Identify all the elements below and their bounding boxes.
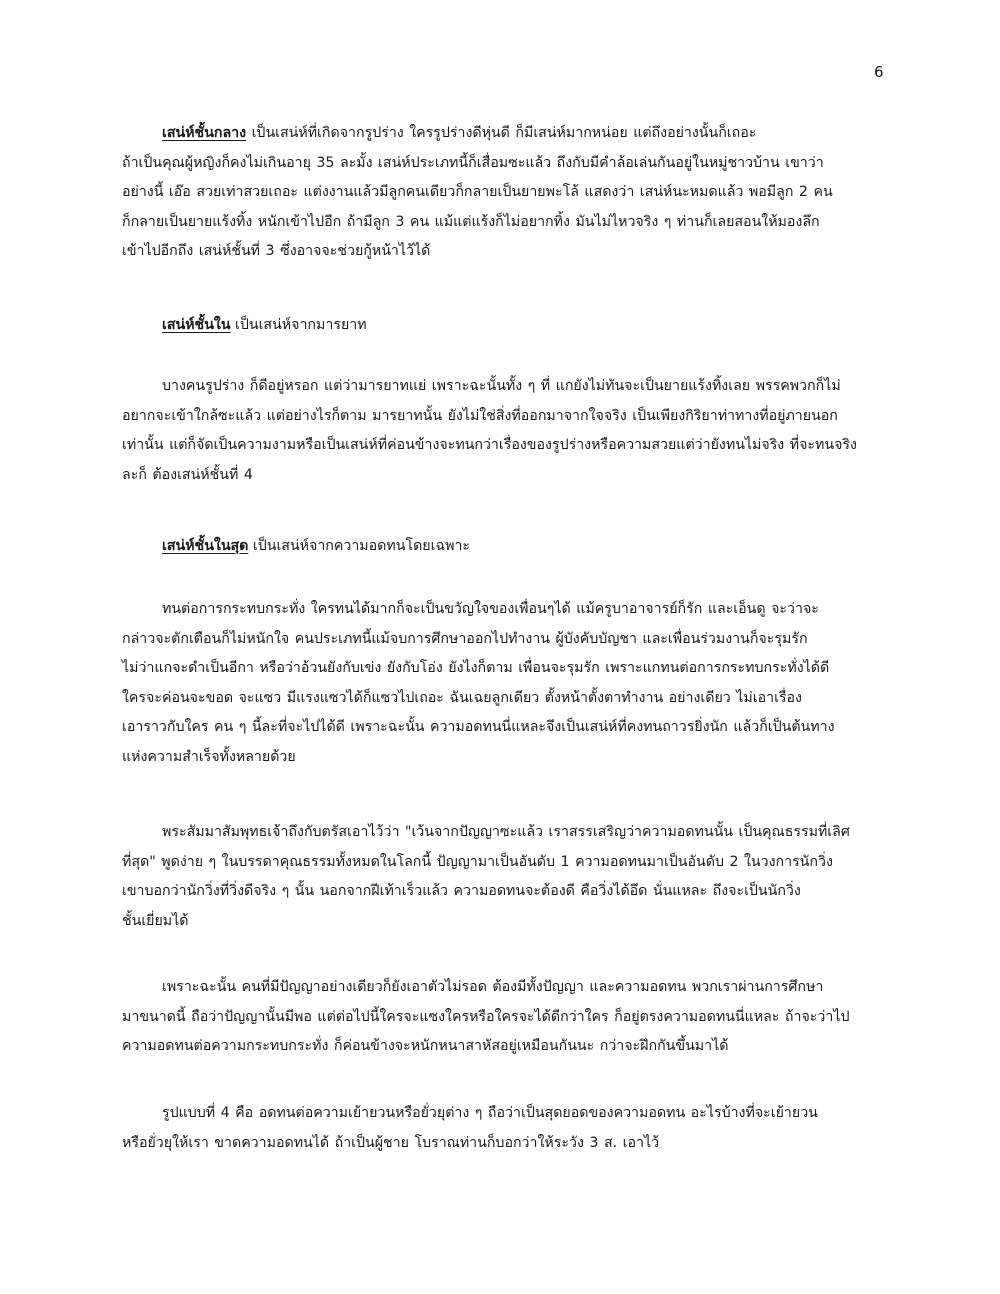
- paragraph-line: ความอดทนต่อความกระทบกระทั่ง ก็ค่อนข้างจะหนักหนาสาหัสอยู่เหมือนกันนะ กว่าจะฝึกกันขึ้นมาได้: [122, 1038, 729, 1054]
- section-heading-middle-charm: เสน่ห์ชั้นกลาง: [162, 125, 247, 141]
- paragraph-middle-charm: [122, 119, 882, 267]
- paragraph-line: ถ้าเป็นคุณผู้หญิงก็คงไม่เกินอายุ 35 ละมั้ง เสน่ห์ประเภทนี้ก็เสื่อมซะแล้ว ถึงกับมีคำล้อเล่นกันอยู่ในหมู่ชาวบ้าน เขาว่า: [122, 154, 824, 171]
- paragraph-line: เท่านั้น แต่ก็จัดเป็นความงามหรือเป็นเสน่ห์ที่ค่อนข้างจะทนกว่าเรื่องของรูปร่างหรือความสวยแต่ว่ายังทนไม่จริง ที่จะทนจริง: [122, 437, 857, 453]
- paragraph-line: เขาบอกว่านักวิ่งที่วิ่งดีจริง ๆ นั้น นอกจากฝีเท้าเร็วแล้ว ความอดทนจะต้องดี คือวิ่งได้อึด นั่นแหละ ถึงจะเป็นนักวิ่ง: [122, 883, 801, 899]
- paragraph-line: รูปแบบที่ 4 คือ อดทนต่อความเย้ายวนหรือยั่วยุต่าง ๆ ถือว่าเป็นสุดยอดของความอดทน อะไรบ้างที่จะเย้ายวน: [162, 1105, 818, 1121]
- paragraph-wisdom-endurance: [122, 973, 882, 1062]
- paragraph-line: ที่สุด" พูดง่าย ๆ ในบรรดาคุณธรรมทั้งหมดในโลกนี้ ปัญญามาเป็นอันดับ 1 ความอดทนมาเป็นอันดับ 2 ในวงการนักวิ่ง: [122, 853, 833, 870]
- paragraph-line: แห่งความสำเร็จทั้งหลายด้วย: [122, 748, 296, 765]
- section-heading-innermost-charm: เสน่ห์ชั้นในสุด: [162, 538, 249, 554]
- paragraph-line-text: เป็นเสน่ห์ที่เกิดจากรูปร่าง ใครรูปร่างดีหุ่นดี ก็มีเสน่ห์มากหน่อย แต่ถึงอย่างนั้นก็เถอะ: [246, 125, 757, 141]
- paragraph-line: มาขนาดนี้ ถือว่าปัญญานั้นมีพอ แต่ต่อไปนี้ใครจะแซงใครหรือใครจะได้ดีกว่าใคร ก็อยู่ตรงความอดทนนี่แหละ ถ้าจะว่าไป: [122, 1008, 850, 1025]
- paragraph-line: เอาราวกับใคร คน ๆ นี้ละที่จะไปได้ดี เพราะฉะนั้น ความอดทนนี่แหละจึงเป็นเสน่ห์ที่คงทนถาวรยิ่งนัก แล้วก็เป็นต้นทาง: [122, 719, 835, 735]
- paragraph-line: เข้าไปอีกถึง เสน่ห์ชั้นที่ 3 ซึ่งอาจจะช่วยกู้หน้าไว้ได้: [122, 243, 431, 259]
- section-heading-inner-charm: เสน่ห์ชั้นใน: [162, 317, 231, 333]
- paragraph-line: กล่าวจะตักเตือนก็ไม่หนักใจ คนประเภทนี้แม้จบการศึกษาออกไปทำงาน ผู้บังคับบัญชา และเพื่อนร่วมงานก็จะรุมรัก: [122, 630, 808, 647]
- paragraph-line: ชั้นเยี่ยมได้: [122, 912, 189, 929]
- page-number: 6: [874, 63, 884, 81]
- paragraph-line: ละก็ ต้องเสน่ห์ชั้นที่ 4: [122, 466, 253, 483]
- paragraph-line: ทนต่อการกระทบกระทั่ง ใครทนได้มากก็จะเป็นขวัญใจของเพื่อนๆได้ แม้ครูบาอาจารย์ก็รัก และเอ็นดู จะว่าจะ: [162, 601, 819, 617]
- paragraph-buddha-quote: [122, 818, 882, 936]
- section-subtitle-inner-charm: เป็นเสน่ห์จากมารยาท: [230, 317, 367, 333]
- paragraph-line: ใครจะค่อนจะขอด จะแซว มีแรงแซวได้ก็แซวไปเถอะ ฉันเฉยลูกเดียว ตั้งหน้าตั้งตาทำงาน อย่างเดียว ไม่เอาเรื่อง: [122, 689, 802, 706]
- section-subtitle-innermost-charm: เป็นเสน่ห์จากความอดทนโดยเฉพาะ: [248, 538, 471, 554]
- section-line-innermost-charm: [162, 532, 470, 562]
- paragraph-line: บางคนรูปร่าง ก็ดีอยู่หรอก แต่ว่ามารยาทแย่ เพราะฉะนั้นทั้ง ๆ ที่ แกยังไม่ทันจะเป็นยายแร้งทิ้งเลย พรรคพวกก็ไม่: [162, 378, 841, 394]
- paragraph-line: อย่างนี้ เอ๊อ สวยเท่าสวยเถอะ แต่งงานแล้วมีลูกคนเดียวก็กลายเป็นยายพะโล้ แสดงว่า เสน่ห์นะหมดแล้ว พอมีลูก 2 คน: [122, 184, 833, 200]
- section-line-inner-charm: [162, 311, 367, 341]
- paragraph-endurance: [122, 595, 882, 772]
- paragraph-line: ก็กลายเป็นยายแร้งทิ้ง หนักเข้าไปอีก ถ้ามีลูก 3 คน แม้แต่แร้งก็ไม่อยากทิ้ง มันไม่ไหวจริง ๆ ท่านก็เลยสอนให้มองลึก: [122, 213, 820, 230]
- paragraph-line: ไม่ว่าแกจะดำเป็นอีกา หรือว่าอ้วนยังกับเข่ง ยังกับโอ่ง ยังไงก็ตาม เพื่อนจะรุมรัก เพราะแกทนต่อการกระทบกระทั่งได้ดี: [122, 660, 830, 676]
- paragraph-line: อยากจะเข้าใกล้ซะแล้ว แต่อย่างไรก็ตาม มารยาทนั้น ยังไม่ใช่สิ่งที่ออกมาจากใจจริง เป็นเพียงกิริยาท่าทางที่อยู่ภายนอก: [122, 407, 838, 424]
- paragraph-form-4: [122, 1099, 882, 1158]
- paragraph-manners: [122, 372, 882, 490]
- paragraph-line: พระสัมมาสัมพุทธเจ้าถึงกับตรัสเอาไว้ว่า "เว้นจากปัญญาซะแล้ว เราสรรเสริญว่าความอดทนนั้น เป็นคุณธรรมที่เลิศ: [162, 824, 850, 840]
- paragraph-line: หรือยั่วยุให้เรา ขาดความอดทนได้ ถ้าเป็นผู้ชาย โบราณท่านก็บอกว่าให้ระวัง 3 ส. เอาไว้: [122, 1134, 660, 1151]
- paragraph-line: เพราะฉะนั้น คนที่มีปัญญาอย่างเดียวก็ยังเอาตัวไม่รอด ต้องมีทั้งปัญญา และความอดทน พวกเราผ่านการศึกษา: [162, 979, 824, 995]
- paragraph-line: [122, 119, 882, 149]
